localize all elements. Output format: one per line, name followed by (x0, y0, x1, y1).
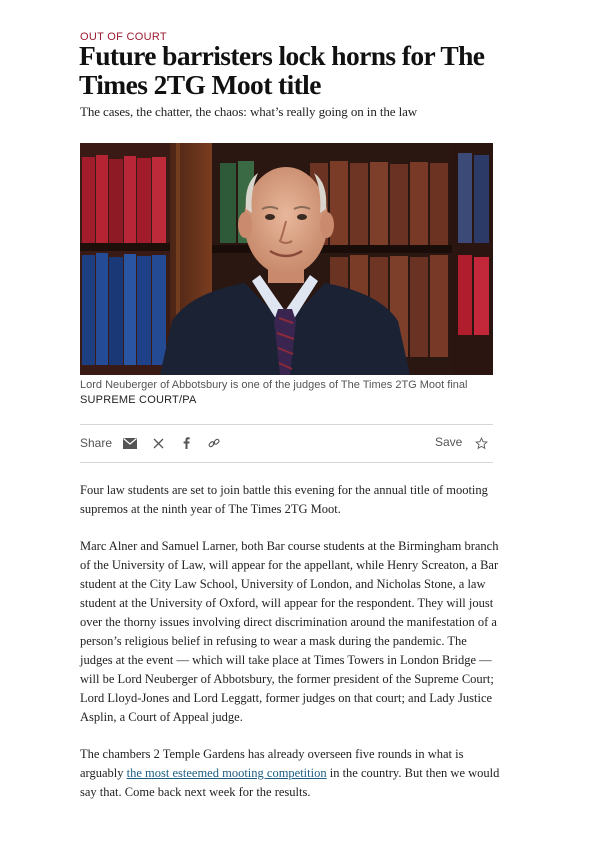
image-credit: SUPREME COURT/PA (80, 394, 197, 406)
link-icon[interactable] (206, 435, 222, 451)
divider-top (80, 424, 493, 425)
divider-bottom (80, 462, 493, 463)
save-label[interactable]: Save (435, 435, 463, 449)
star-icon[interactable] (473, 435, 489, 451)
facebook-icon[interactable] (178, 435, 194, 451)
headline: Future barristers lock horns for The Times 2TG Moot title (79, 40, 485, 100)
paragraph-1: Four law students are set to join battle this evening for the annual title of mooting supremos at the ninth year of The Times 2TG Moot. (80, 483, 488, 516)
image-caption: Lord Neuberger of Abbotsbury is one of the judges of The Times 2TG Moot final (80, 379, 468, 391)
paragraph-3-start: The chambers 2 Temple Gardens has already overseen five rounds in what is arguably (80, 747, 464, 780)
share-label: Share (80, 436, 113, 450)
share-bar (80, 433, 493, 453)
article-body (80, 481, 500, 820)
standfirst: The cases, the chatter, the chaos: what’s really going on in the law (80, 104, 418, 119)
x-icon[interactable] (150, 435, 166, 451)
kicker[interactable]: OUT OF COURT (80, 31, 167, 43)
email-icon[interactable] (122, 435, 138, 451)
mooting-competition-link[interactable]: the most esteemed mooting competition (126, 766, 327, 780)
paragraph-3 (80, 745, 500, 802)
paragraph-3-end: in the country. But then we would say that. Come back next week for the results. (80, 766, 500, 799)
article-photo (80, 143, 493, 375)
paragraph-2: Marc Alner and Samuel Larner, both Bar course students at the Birmingham branch of the University of Law, will appear for the appellant, while Henry Screaton, a Bar student at the City Law School, University of London, and Nicholas Stone, a law student at the University of Oxford, will appear for the respondent. They will joust over the thorny issues involving direct discrimination around the manifestation of a person’s religious belief in refusing to wear a mask during the pandemic. The judges at the event — which will take place at Times Towers in London Bridge — will be Lord Neuberger of Abbotsbury, the former president of the Supreme Court; Lord Lloyd-Jones and Lord Leggatt, former judges on that court; and Lady Justice Asplin, a Court of Appeal judge. (80, 539, 499, 724)
